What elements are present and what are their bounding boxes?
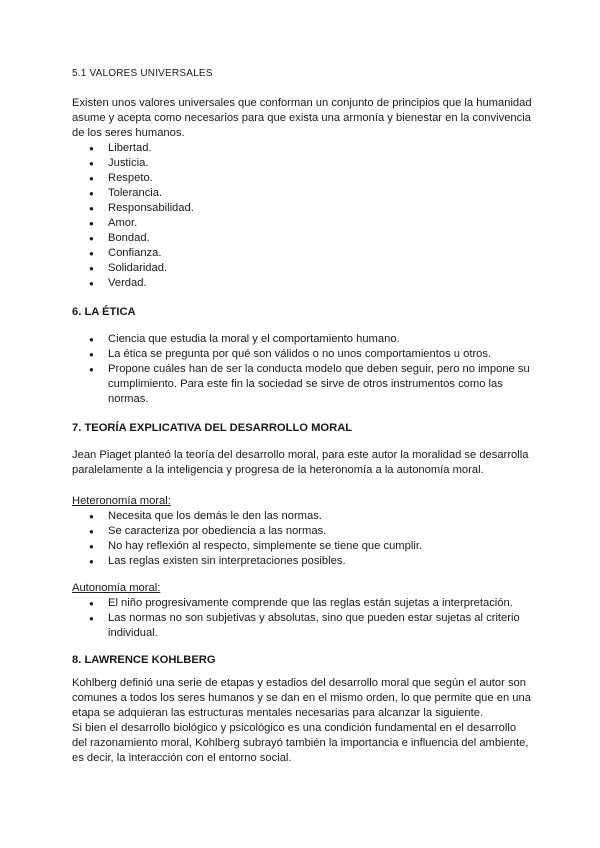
list-item: ● Solidaridad. [72,261,534,276]
section-8-title: 8. LAWRENCE KOHLBERG [72,654,216,666]
list-item: ● La ética se pregunta por qué son válidos o no unos comportamientos u otros. [72,347,534,362]
document-page [72,66,534,766]
list-item: ● El niño progresivamente comprende que las reglas están sujetas a interpretación. [72,596,534,611]
heteronomy-list [72,509,534,569]
heteronomy-label: Heteronomía moral: [72,495,171,507]
section-7-title: 7. TEORÍA EXPLICATIVA DEL DESARROLLO MORAL [72,422,353,434]
list-item: ● Necesita que los demás le den las normas. [72,509,534,524]
list-item: ● Verdad. [72,276,534,291]
list-item: ● Respeto. [72,171,534,186]
list-item: ● No hay reflexión al respecto, simplemente se tiene que cumplir. [72,539,534,554]
section-5-1-intro: Existen unos valores universales que conforman un conjunto de principios que la humanidad asume y acepta como necesarios para que exista una armonía y bienestar en la convivencia de los seres humanos. [72,97,532,139]
section-8-paragraph-1: Kohlberg definió una serie de etapas y estadios del desarrollo moral que según el autor son comunes a todos los seres humanos y se dan en el mismo orden, lo que permite que en una etapa se adquieran las estructuras mentales necesarias para alcanzar la siguiente. [72,677,531,719]
section-7-intro: Jean Piaget planteó la teoría del desarrollo moral, para este autor la moralidad se desarrolla paralelamente a la inteligencia y progresa de la heteronomía a la autonomía moral. [72,449,529,476]
values-list [72,141,534,291]
list-item: ● Propone cuáles han de ser la conducta modelo que deben seguir, pero no impone su cumplimiento. Para este fin la sociedad se sirve de otros instrumentos como las normas. [72,362,534,407]
list-item: ● Amor. [72,216,534,231]
autonomy-label: Autonomía moral: [72,582,161,594]
section-6-title: 6. LA ÉTICA [72,306,136,318]
list-item: ● Bondad. [72,231,534,246]
list-item: ● Se caracteriza por obediencia a las normas. [72,524,534,539]
list-item: ● Las normas no son subjetivas y absolutas, sino que pueden estar sujetas al criterio individual. [72,611,534,641]
list-item: ● Tolerancia. [72,186,534,201]
section-5-1-title: 5.1 VALORES UNIVERSALES [72,68,213,79]
list-item: ● Libertad. [72,141,534,156]
autonomy-list [72,596,534,641]
list-item: ● Responsabilidad. [72,201,534,216]
list-item: ● Ciencia que estudia la moral y el comportamiento humano. [72,332,534,347]
list-item: ● Confianza. [72,246,534,261]
list-item: ● Las reglas existen sin interpretaciones posibles. [72,554,534,569]
list-item: ● Justicia. [72,156,534,171]
section-8-paragraph-2: Si bien el desarrollo biológico y psicológico es una condición fundamental en el desarrollo del razonamiento moral, Kohlberg subrayó también la importancia e influencia del ambiente, es decir, la interacción con el entorno social. [72,722,529,764]
ethics-list [72,332,534,407]
